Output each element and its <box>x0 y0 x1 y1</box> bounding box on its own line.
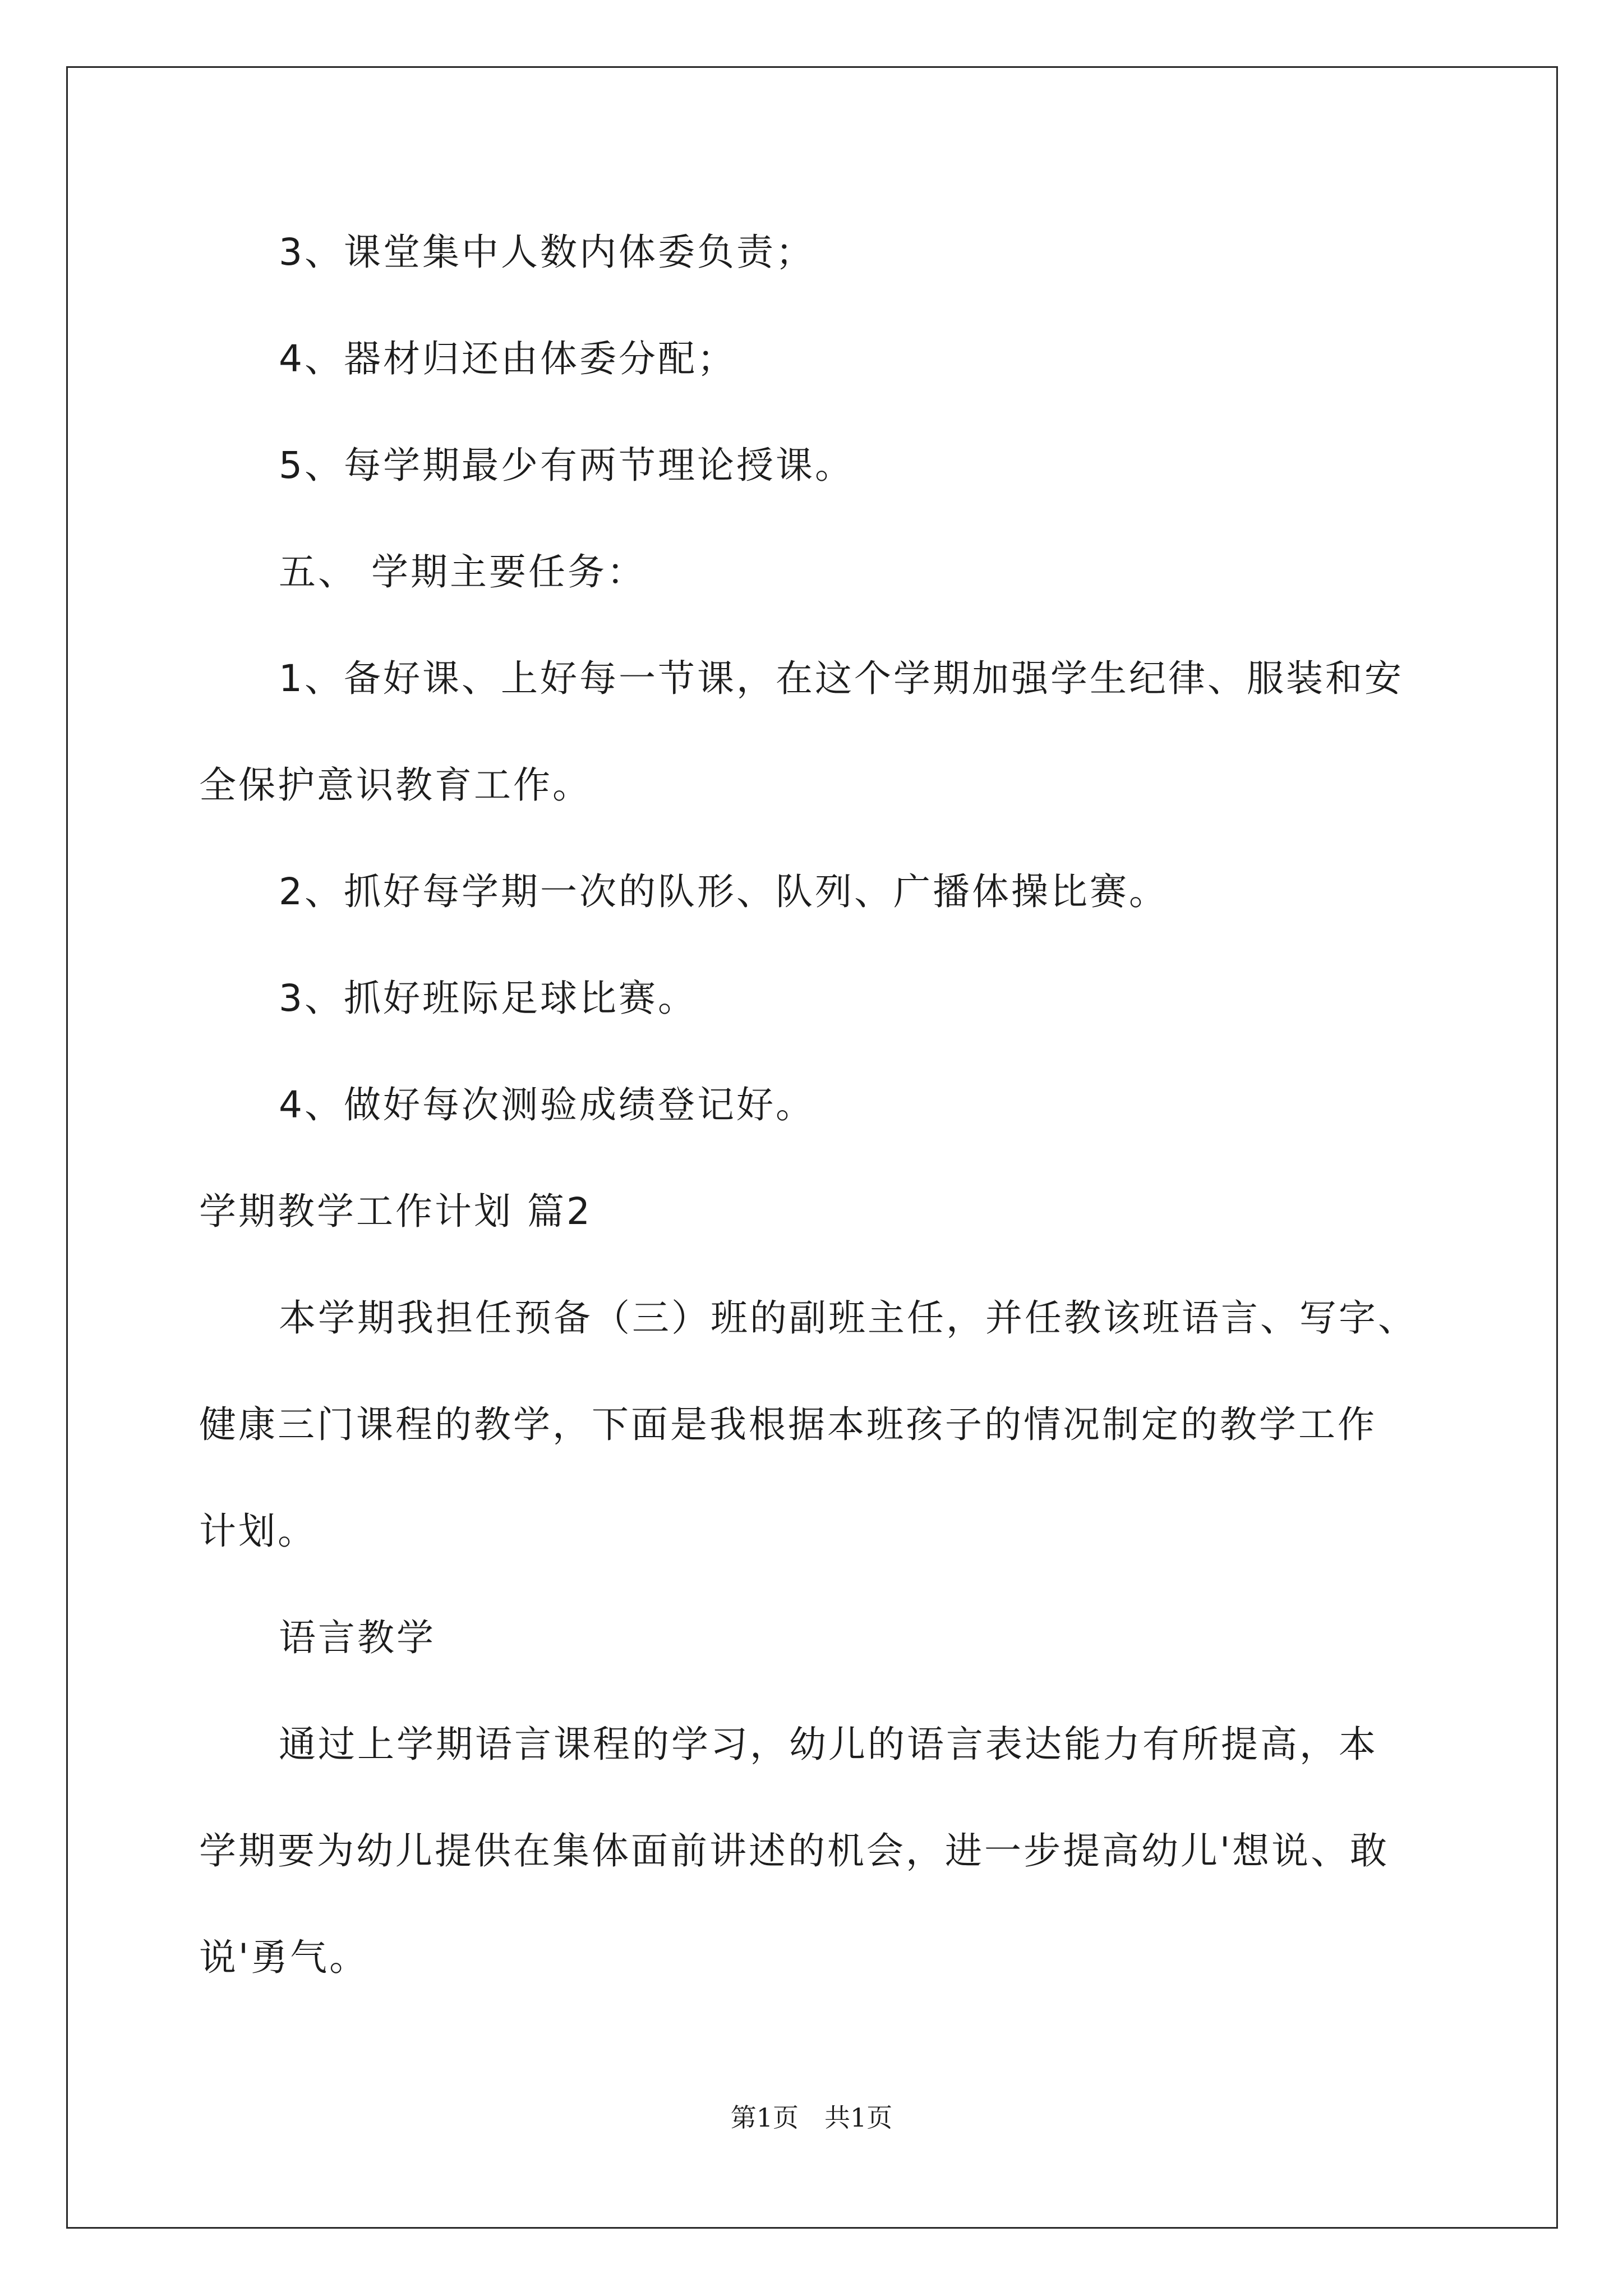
text-line: 健康三门课程的教学，下面是我根据本班孩子的情况制定的教学工作 <box>199 1403 1377 1446</box>
text-line: 3、抓好班际足球比赛。 <box>279 977 697 1020</box>
text-line: 全保护意识教育工作。 <box>199 763 592 807</box>
article-title: 学期教学工作计划 篇2 <box>199 1190 592 1233</box>
section-heading: 五、 学期主要任务： <box>279 550 646 593</box>
text-line: 计划。 <box>199 1510 317 1553</box>
text-line: 3、课堂集中人数内体委负责； <box>279 231 815 274</box>
page-border <box>66 66 1558 2229</box>
text-line: 1、备好课、上好每一节课，在这个学期加强学生纪律、服装和安 <box>279 657 1404 700</box>
subsection-heading: 语言教学 <box>279 1616 436 1659</box>
text-line: 本学期我担任预备（三）班的副班主任，并任教该班语言、写字、 <box>279 1296 1417 1340</box>
page-number-footer: 第1页 共1页 <box>730 2102 893 2133</box>
text-line: 5、每学期最少有两节理论授课。 <box>279 444 854 487</box>
text-line: 4、器材归还由体委分配； <box>279 337 736 380</box>
text-line: 通过上学期语言课程的学习，幼儿的语言表达能力有所提高，本 <box>279 1723 1378 1766</box>
text-line: 4、做好每次测验成绩登记好。 <box>279 1083 815 1126</box>
text-line: 说'勇气。 <box>199 1936 369 1979</box>
text-line: 学期要为幼儿提供在集体面前讲述的机会，进一步提高幼儿'想说、敢 <box>199 1829 1390 1872</box>
text-line: 2、抓好每学期一次的队形、队列、广播体操比赛。 <box>279 870 1168 913</box>
